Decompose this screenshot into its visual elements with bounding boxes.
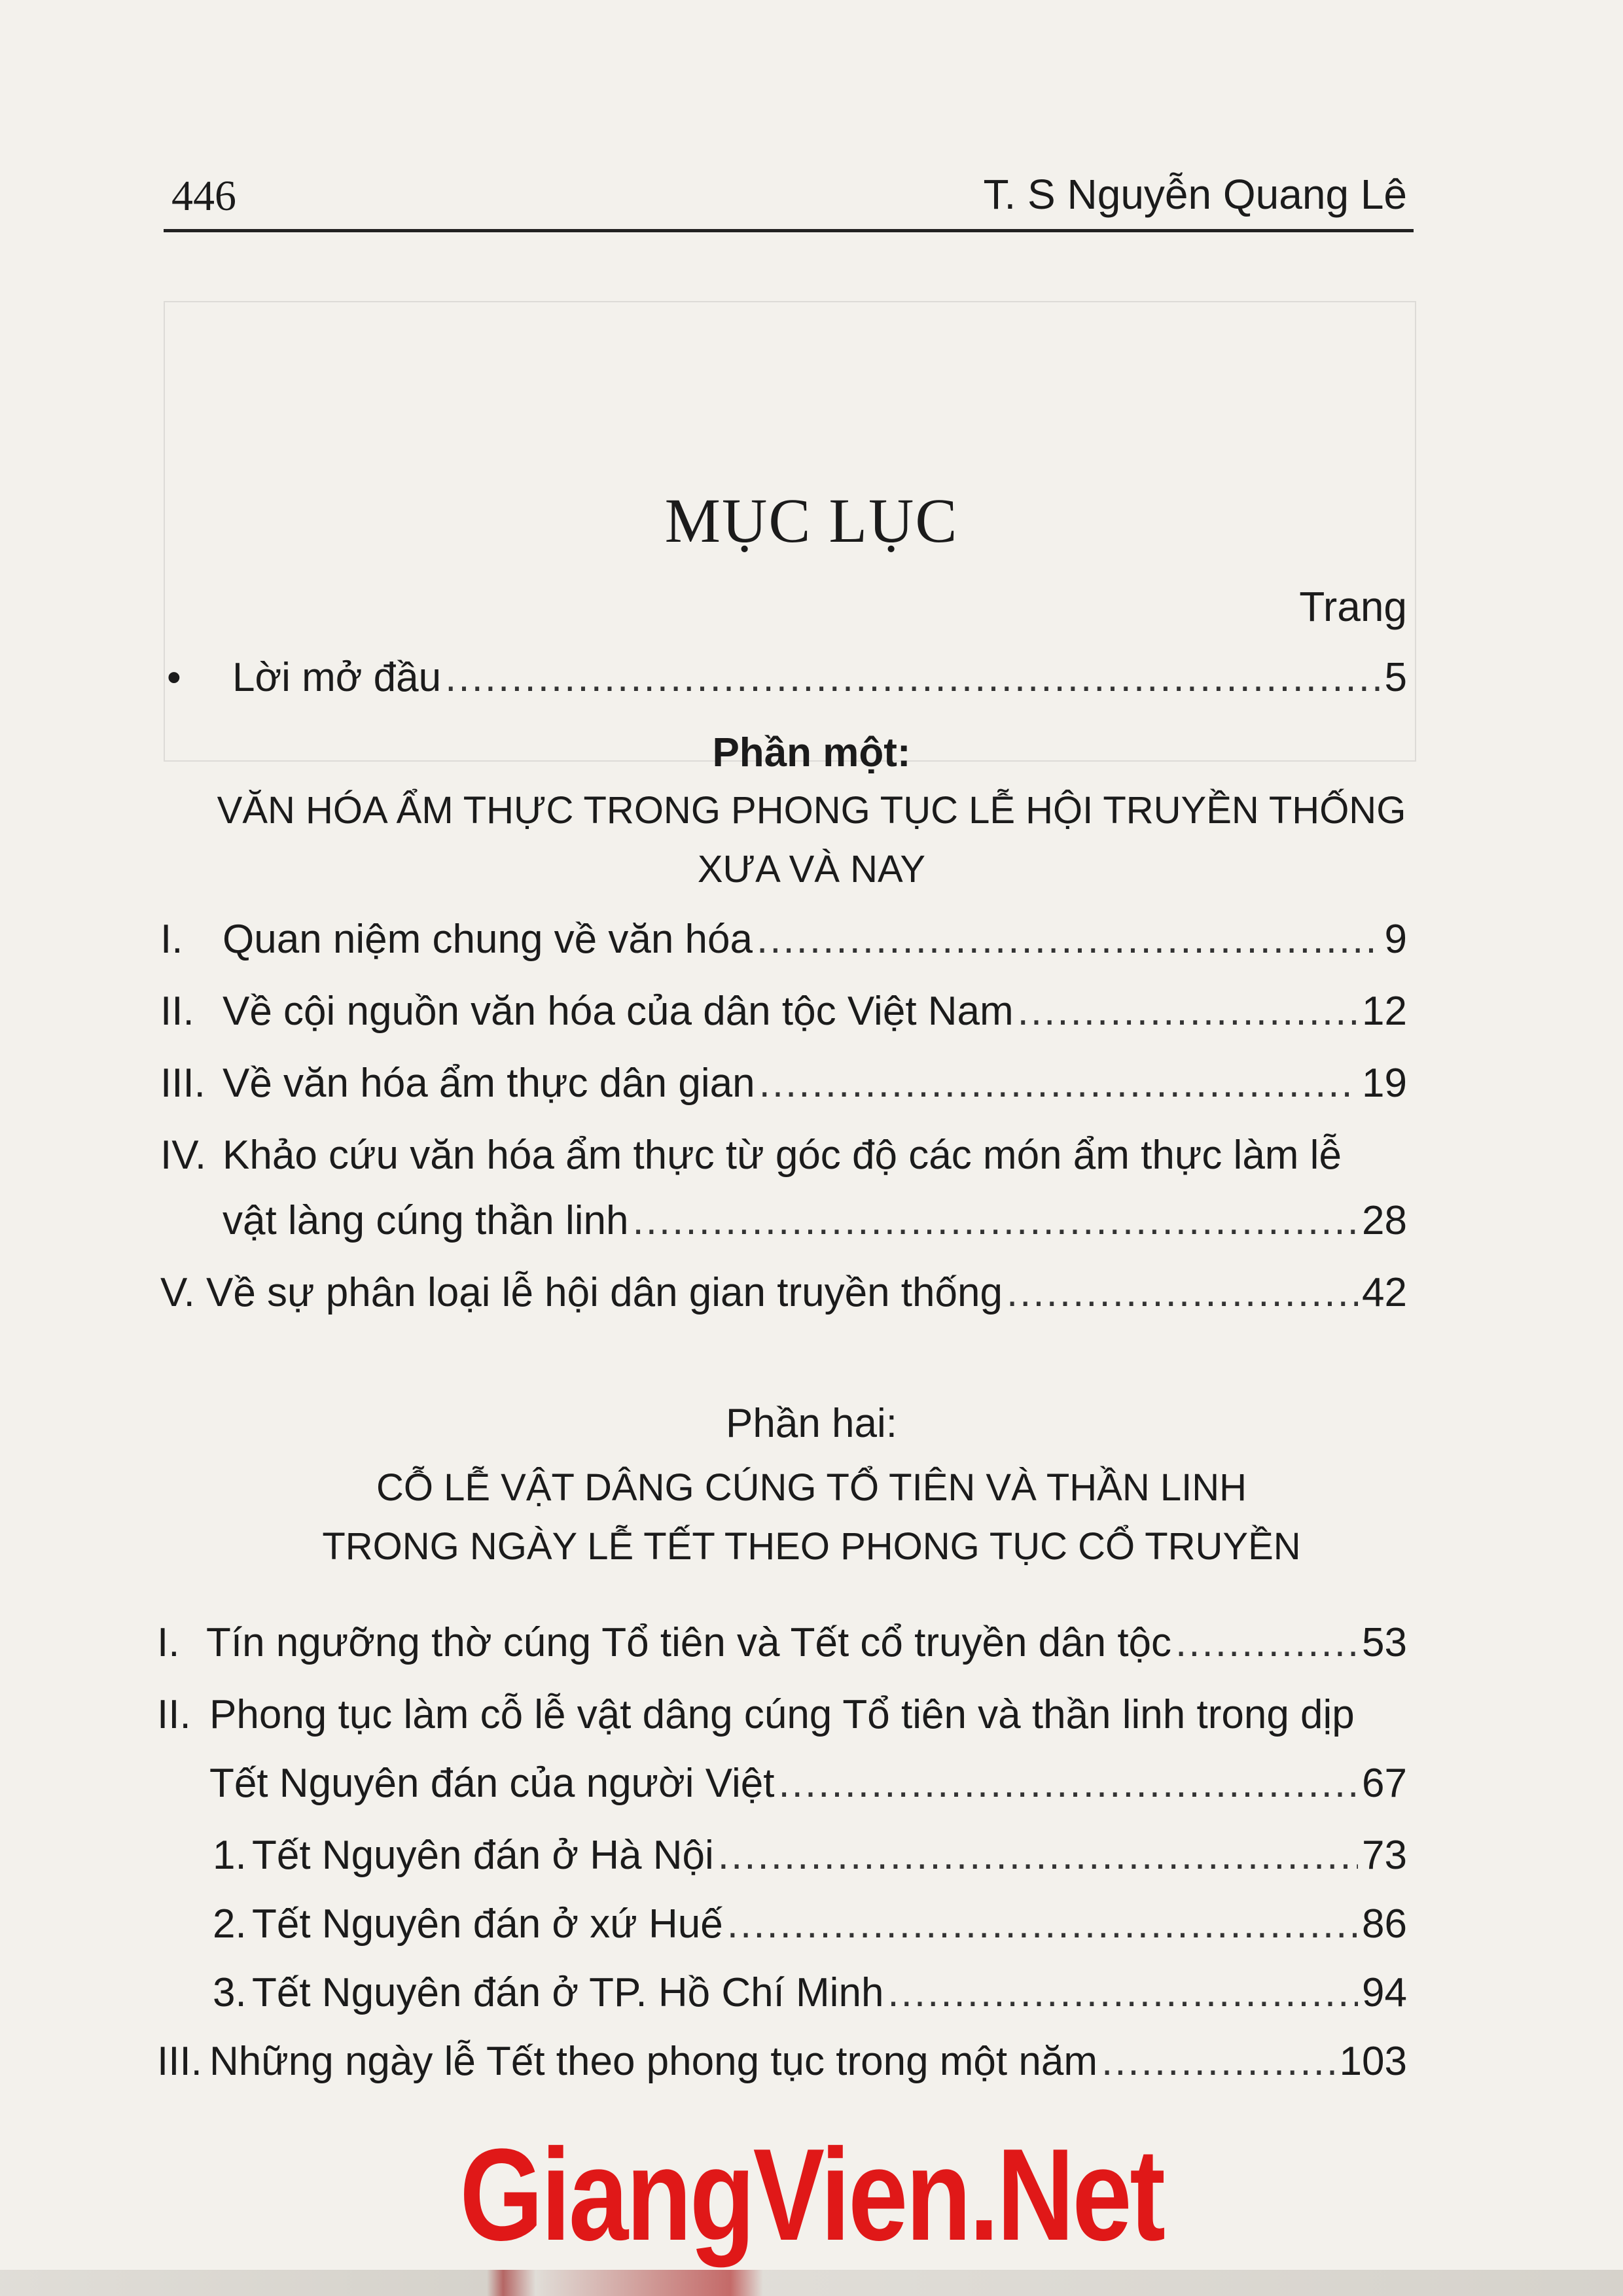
entry-page: 12 — [1362, 989, 1407, 1034]
entry-text: Quan niệm chung về văn hóa — [223, 917, 753, 962]
entry-text: Lời mở đầu — [232, 655, 442, 700]
entry-page: 73 — [1362, 1833, 1407, 1878]
entry-text: Về cội nguồn văn hóa của dân tộc Việt Nam — [223, 989, 1014, 1034]
leader-dots — [757, 916, 1381, 963]
part-two-title-line1: CỖ LỄ VẬT DÂNG CÚNG TỔ TIÊN VÀ THẦN LINH — [376, 1466, 1247, 1509]
page-number: 446 — [171, 172, 236, 220]
toc-entry-preface[interactable] — [167, 654, 1407, 713]
toc-entry[interactable] — [160, 988, 1407, 1047]
bottom-edge — [0, 2270, 1623, 2296]
toc-entry-line1[interactable] — [160, 1132, 1342, 1178]
part-one-title-line1: VĂN HÓA ẨM THỰC TRONG PHONG TỤC LỄ HỘI TRUYỀN THỐNG — [217, 789, 1406, 832]
running-head: T. S Nguyễn Quang Lê — [983, 171, 1407, 218]
entry-number: 1. — [213, 1833, 247, 1878]
entry-page: 94 — [1362, 1970, 1407, 2015]
bullet: • — [167, 655, 181, 700]
entry-page: 42 — [1362, 1270, 1407, 1315]
entry-text: Tết Nguyên đán của người Việt — [209, 1761, 775, 1806]
entry-page: 103 — [1339, 2039, 1407, 2084]
entry-number: I. — [157, 1620, 180, 1665]
entry-number: IV. — [160, 1133, 207, 1178]
leader-dots — [718, 1832, 1358, 1879]
entry-number: I. — [160, 917, 183, 962]
entry-number: 2. — [213, 1901, 247, 1947]
part-one-title-line2: XƯA VÀ NAY — [697, 848, 926, 891]
leader-dots — [1007, 1269, 1358, 1316]
entry-number: V. — [160, 1270, 195, 1315]
leader-dots — [887, 1969, 1358, 2016]
entry-page: 9 — [1384, 917, 1407, 962]
entry-text: Về văn hóa ẩm thực dân gian — [223, 1061, 755, 1106]
toc-entry-line2[interactable] — [209, 1760, 1407, 1819]
watermark-logo: GiangVien.Net — [459, 2122, 1164, 2268]
toc-entry[interactable] — [160, 1269, 1407, 1328]
toc-entry[interactable] — [157, 2038, 1407, 2097]
entry-text: Về sự phân loại lễ hội dân gian truyền thống — [206, 1270, 1003, 1315]
entry-page: 67 — [1362, 1761, 1407, 1806]
entry-number: III. — [157, 2039, 202, 2084]
entry-page: 28 — [1362, 1198, 1407, 1243]
toc-subentry[interactable] — [213, 1832, 1407, 1891]
entry-text: Khảo cứu văn hóa ẩm thực từ góc độ các món ẩm thực làm lễ — [223, 1133, 1342, 1178]
entry-page: 86 — [1362, 1901, 1407, 1947]
leader-dots — [759, 1060, 1358, 1106]
leader-dots — [1101, 2038, 1336, 2085]
leader-dots — [727, 1901, 1358, 1947]
entry-text: Tết Nguyên đán ở TP. Hồ Chí Minh — [252, 1970, 884, 2015]
trang-label: Trang — [1299, 583, 1407, 630]
entry-page: 5 — [1384, 655, 1407, 700]
toc-title: MỤC LỤC — [664, 486, 959, 556]
leader-dots — [632, 1197, 1358, 1244]
entry-text: vật làng cúng thần linh — [223, 1198, 629, 1243]
header-rule — [164, 229, 1414, 232]
toc-entry[interactable] — [160, 916, 1407, 975]
entry-text: Tết Nguyên đán ở Hà Nội — [252, 1833, 714, 1878]
leader-dots — [445, 654, 1380, 701]
entry-page: 19 — [1362, 1061, 1407, 1106]
entry-text: Phong tục làm cỗ lễ vật dâng cúng Tổ tiên và thần linh trong dịp — [209, 1692, 1355, 1737]
entry-text: Tín ngưỡng thờ cúng Tổ tiên và Tết cổ truyền dân tộc — [206, 1620, 1172, 1665]
part-two-label: Phần hai: — [726, 1401, 897, 1446]
toc-subentry[interactable] — [213, 1969, 1407, 2028]
toc-subentry[interactable] — [213, 1901, 1407, 1960]
entry-text: Tết Nguyên đán ở xứ Huế — [252, 1901, 723, 1947]
toc-entry-line1[interactable] — [157, 1691, 1355, 1738]
entry-number: III. — [160, 1061, 205, 1106]
leader-dots — [1018, 988, 1358, 1034]
toc-entry-line2[interactable] — [223, 1197, 1407, 1256]
toc-entry[interactable] — [157, 1619, 1407, 1678]
entry-text: Những ngày lễ Tết theo phong tục trong một năm — [209, 2039, 1097, 2084]
entry-number: II. — [157, 1692, 191, 1737]
leader-dots — [778, 1760, 1358, 1807]
entry-number: II. — [160, 989, 194, 1034]
entry-page: 53 — [1362, 1620, 1407, 1665]
part-two-title-line2: TRONG NGÀY LỄ TẾT THEO PHONG TỤC CỔ TRUYỀN — [322, 1525, 1301, 1568]
leader-dots — [1175, 1619, 1358, 1666]
part-one-label: Phần một: — [712, 730, 911, 775]
entry-number: 3. — [213, 1970, 247, 2015]
toc-entry[interactable] — [160, 1060, 1407, 1119]
